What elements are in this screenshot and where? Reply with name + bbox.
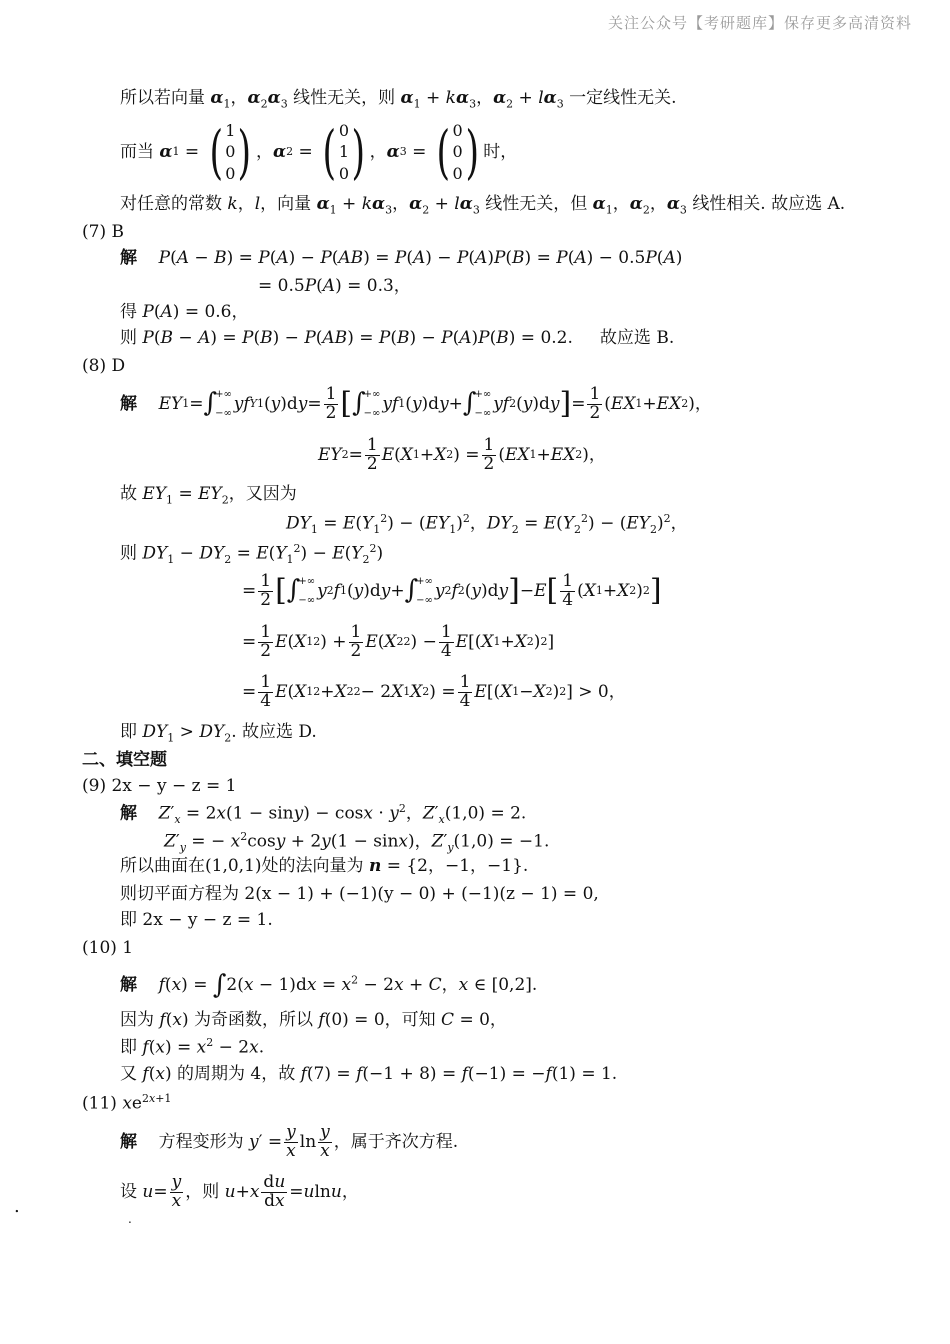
scan-dot: . bbox=[14, 1196, 20, 1217]
text-line: 解 $Z'_x = 2x(1 - \sin y) - \cos x \cdot y^2$，$Z'_x(1,0) = 2$. bbox=[120, 802, 527, 827]
text-line: 解 $f(x) = \int 2(x - 1)dx = x^2 - 2x + C$，x ∈ [0,2]. bbox=[120, 970, 538, 1000]
answer-7: (7) B bbox=[82, 222, 124, 242]
text-line: = 0.5P(A) = 0.3， bbox=[258, 276, 411, 296]
text-line: = $\frac{1}{4}$ E ( X 1 2 + X 2 2 − 2 X 1 X 2 ) = $\frac{1}{4}$ E [( X 1 − X 2 ) 2 ] > 0， bbox=[242, 671, 626, 711]
text-line: $DY_1 = E(Y_1^2) - (EY_1)^2$，$DY_2 = E(Y_2^2) - (EY_2)^2$， bbox=[286, 512, 688, 537]
text-line: $Z'_y$ = − $x^2\cos y + 2y(1 - \sin x)$，$Z'_y(1,0) = -1$. bbox=[164, 830, 550, 855]
text-line: 得 P(A) = 0.6， bbox=[120, 302, 249, 322]
text-line: 即 $DY_1 > DY_2$. 故应选 D. bbox=[120, 722, 317, 745]
text-line: = $\frac{1}{2}$ [ ∫ +∞ −∞ y 2 f 1 ( y )d y + ∫ +∞ −∞ y 2 f 2 ( y )d y ] − E [ $\frac{1}{4}$ ( X 1 + X 2 ) 2 ] bbox=[242, 570, 662, 610]
text-line: = $\frac{1}{2}$ E ( X 1 2 ) + $\frac{1}{2}$ E ( X 2 2 ) − $\frac{1}{4}$ E [( X 1 + X 2 ) 2 ] bbox=[242, 621, 555, 661]
vector-alpha1: ( 1 0 0 ) bbox=[209, 118, 252, 186]
text-line: 即 2x − y − z = 1. bbox=[120, 910, 273, 930]
section-title: 二、填空题 bbox=[82, 750, 167, 770]
text-line: 因为 f(x) 为奇函数，所以 f(0) = 0，可知 C = 0， bbox=[120, 1010, 507, 1030]
vector-line: 而当 α 1 = ( 1 0 0 ) ， α 2 = ( 0 1 0 ) ， α 3 = ( 0 0 0 ) 时， bbox=[120, 118, 518, 186]
answer-11: (11) $xe^{2x+1}$ bbox=[82, 1092, 172, 1114]
text-line: EY 2 = $\frac{1}{2}$ E ( X 1 + X 2 ) = $\frac{1}{2}$ ( EX 1 + EX 2 )， bbox=[318, 434, 606, 474]
scan-dot: . bbox=[128, 1212, 132, 1226]
vector-alpha2: ( 0 1 0 ) bbox=[322, 118, 366, 186]
text-line: 则切平面方程为 2(x − 1) + (−1)(y − 0) + (−1)(z − 1) = 0, bbox=[120, 884, 599, 904]
text-line: 解 EY 1 = ∫ +∞ −∞ yf Y1 ( y )d y = $\frac{1}{2}$ [ ∫ +∞ −∞ yf 1 ( y )d y + ∫ +∞ −∞ yf 2 ( y )d y ] = $\frac{1}{2}$ ( EX 1 + EX 2 )， bbox=[120, 383, 712, 423]
answer-8: (8) D bbox=[82, 356, 126, 376]
text-line: 故 $EY_1 = EY_2$，又因为 bbox=[120, 484, 297, 507]
text-line: 解 方程变形为 y ′ = $\frac{y}{x}$ ln $\frac{y}{x}$ ，属于齐次方程. bbox=[120, 1121, 459, 1161]
text-line: 所以曲面在(1,0,1)处的法向量为 n = {2，−1，−1}. bbox=[120, 856, 529, 876]
text-line: 又 f(x) 的周期为 4，故 f(7) = f(−1 + 8) = f(−1) = −f(1) = 1. bbox=[120, 1064, 618, 1084]
answer-9: (9) 2x − y − z = 1 bbox=[82, 776, 237, 796]
text-line: 则 P(B − A) = P(B) − P(AB) = P(B) − P(A)P(B) = 0.2. 故应选 B. bbox=[120, 328, 675, 348]
text-line: 即 $f(x) = x^2 - 2x$. bbox=[120, 1036, 265, 1058]
answer-10: (10) 1 bbox=[82, 938, 134, 958]
text-line: 设 u = $\frac{y}{x}$ ，则 u + x $\frac{du}{dx}$ = u ln u ， bbox=[120, 1171, 359, 1211]
text-line: 对任意的常数 k，l，向量 $\alpha_1 + k\alpha_3$，$\alpha_2 + l\alpha_3$ 线性无关，但 $\alpha_1$，$\alpha_2$，$\alpha_3$ 线性相关. 故应选 A. bbox=[120, 194, 846, 217]
text-line: 所以若向量 $\alpha_1$，$\alpha_2\alpha_3$ 线性无关，则 $\alpha_1 + k\alpha_3$，$\alpha_2 + l\alpha_3$ 一定线性无关. bbox=[120, 88, 677, 111]
text-line: 解 P(A − B) = P(A) − P(AB) = P(A) − P(A)P(B) = P(A) − 0.5P(A) bbox=[120, 248, 683, 268]
vector-alpha3: ( 0 0 0 ) bbox=[436, 118, 479, 186]
text-line: 则 $DY_1 - DY_2 = E(Y_1^2) - E(Y_2^2)$ bbox=[120, 542, 384, 567]
watermark: 关注公众号【考研题库】保存更多高清资料 bbox=[607, 14, 912, 32]
